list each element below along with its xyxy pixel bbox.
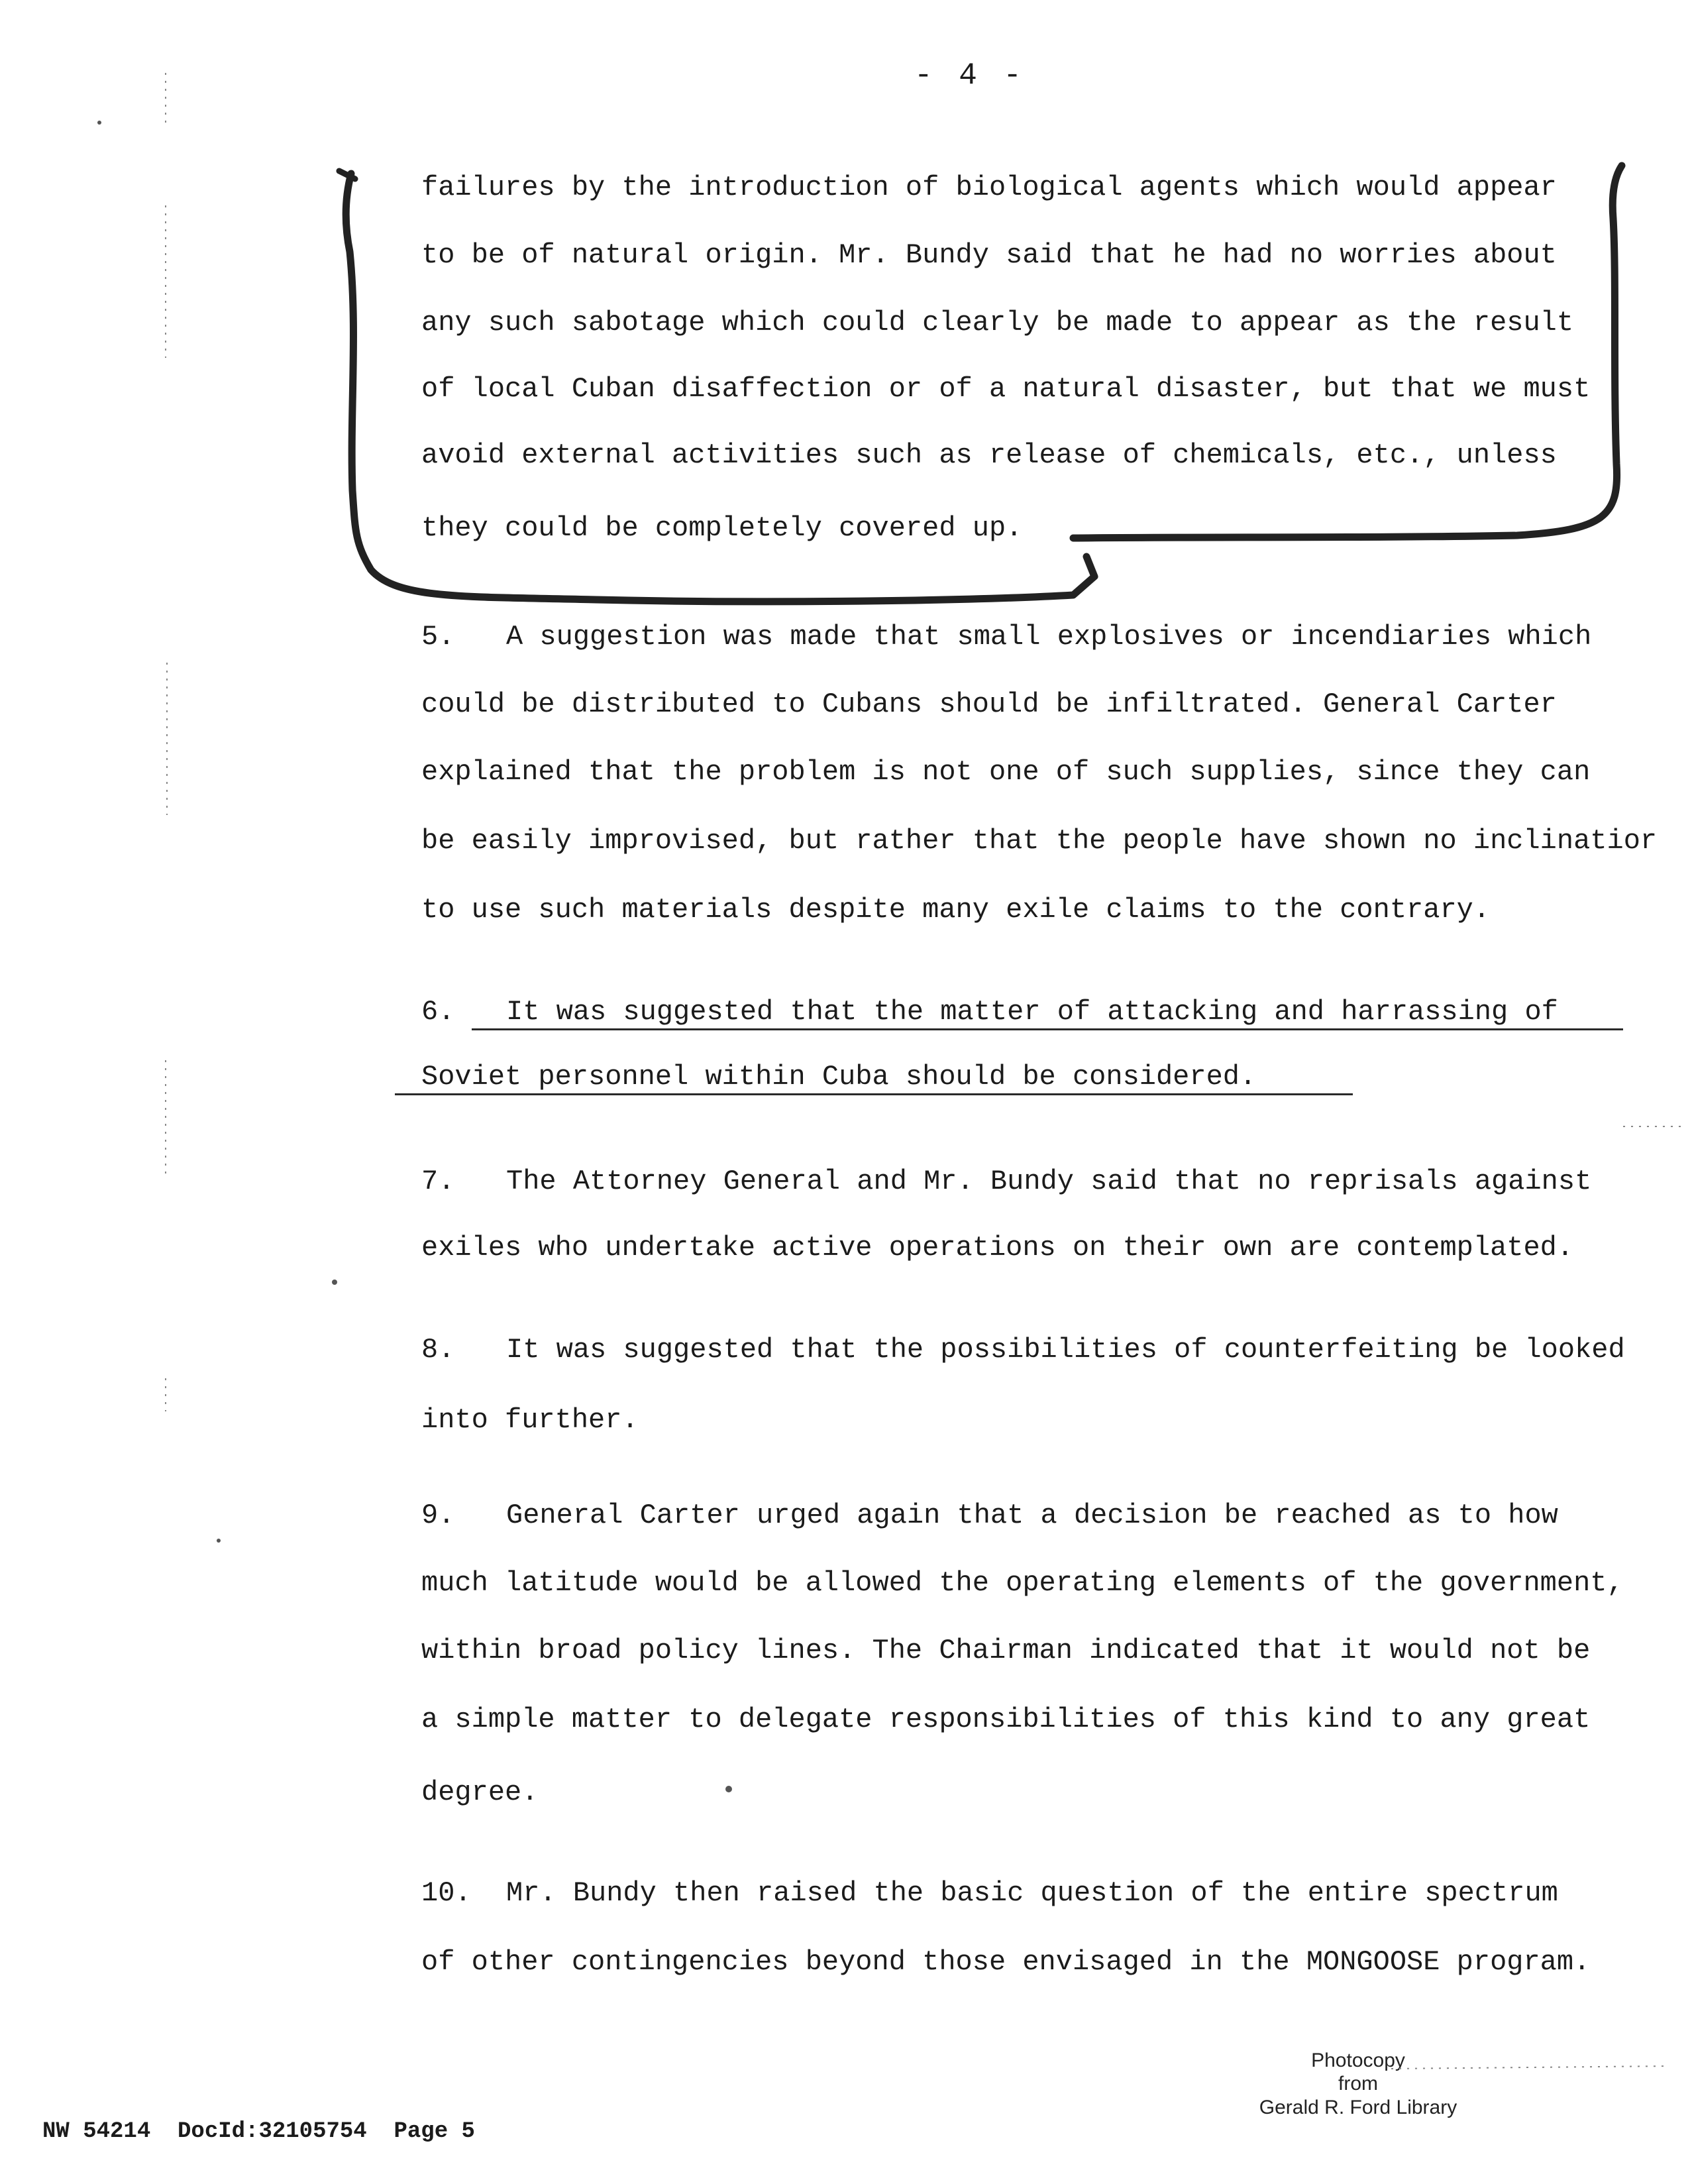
item-7-number: 7.: [421, 1166, 455, 1197]
item-5-line-5: to use such materials despite many exile claims to the contrary.: [421, 894, 1491, 926]
item-7-text-1: The Attorney General and Mr. Bundy said that no reprisals against: [506, 1166, 1592, 1197]
item-5-text-1: A suggestion was made that small explosives or incendiaries which: [506, 621, 1592, 653]
item-9-text-1: General Carter urged again that a decision be reached as to how: [506, 1500, 1558, 1531]
item-6-text-1: It was suggested that the matter of attacking and harrassing of: [506, 996, 1558, 1028]
item-5-line-2: could be distributed to Cubans should be infiltrated. General Carter: [421, 688, 1557, 720]
item-8-line-2: into further.: [421, 1404, 639, 1436]
item-7-line-1: [421, 1168, 1591, 1195]
item-6-line-2: Soviet personnel within Cuba should be considered.: [421, 1061, 1257, 1093]
bracketed-line-6: they could be completely covered up.: [421, 512, 1023, 544]
document-reference: NW 54214 DocId:32105754 Page 5: [42, 2119, 475, 2144]
item-8-line-1: [421, 1336, 1625, 1364]
page-number: - 4 -: [914, 58, 1026, 93]
item-5-line-1: [421, 623, 1591, 651]
item-9-line-5: degree.: [421, 1776, 539, 1808]
item-10-text-1: Mr. Bundy then raised the basic question of the entire spectrum: [506, 1877, 1558, 1909]
bracketed-line-2: to be of natural origin. Mr. Bundy said that he had no worries about: [421, 239, 1557, 271]
item-10-line-1: [421, 1879, 1558, 1907]
item-6-number: 6.: [421, 996, 455, 1028]
bracketed-line-5: avoid external activities such as release of chemicals, etc., unless: [421, 439, 1557, 471]
item-10-number: 10.: [421, 1877, 472, 1909]
item-5-number: 5.: [421, 621, 455, 653]
item-6-underline-1: [472, 1028, 1623, 1030]
bracketed-line-4: of local Cuban disaffection or of a natural disaster, but that we must: [421, 373, 1591, 405]
item-8-number: 8.: [421, 1334, 455, 1366]
bracketed-line-1: failures by the introduction of biological agents which would appear: [421, 172, 1557, 203]
item-5-line-4: be easily improvised, but rather that the people have shown no inclinatior: [421, 825, 1658, 857]
stamp-line-2: from: [1338, 2073, 1378, 2095]
item-7-line-2: exiles who undertake active operations on their own are contemplated.: [421, 1232, 1574, 1264]
library-stamp: [1245, 2049, 1471, 2119]
item-6-line-1: [421, 998, 1558, 1026]
item-6-underline-2: [395, 1093, 1353, 1095]
stamp-line-1: Photocopy: [1311, 2049, 1405, 2071]
item-9-line-4: a simple matter to delegate responsibilities of this kind to any great: [421, 1704, 1591, 1735]
item-9-line-3: within broad policy lines. The Chairman indicated that it would not be: [421, 1635, 1591, 1666]
item-9-line-2: much latitude would be allowed the operating elements of the government,: [421, 1567, 1624, 1599]
item-5-line-3: explained that the problem is not one of such supplies, since they can: [421, 756, 1591, 788]
item-9-line-1: [421, 1502, 1558, 1529]
bracketed-line-3: any such sabotage which could clearly be made to appear as the result: [421, 307, 1574, 339]
item-10-line-2: of other contingencies beyond those envisaged in the MONGOOSE program.: [421, 1946, 1591, 1978]
item-9-number: 9.: [421, 1500, 455, 1531]
item-8-text-1: It was suggested that the possibilities of counterfeiting be looked: [506, 1334, 1625, 1366]
stamp-line-3: Gerald R. Ford Library: [1259, 2096, 1457, 2118]
